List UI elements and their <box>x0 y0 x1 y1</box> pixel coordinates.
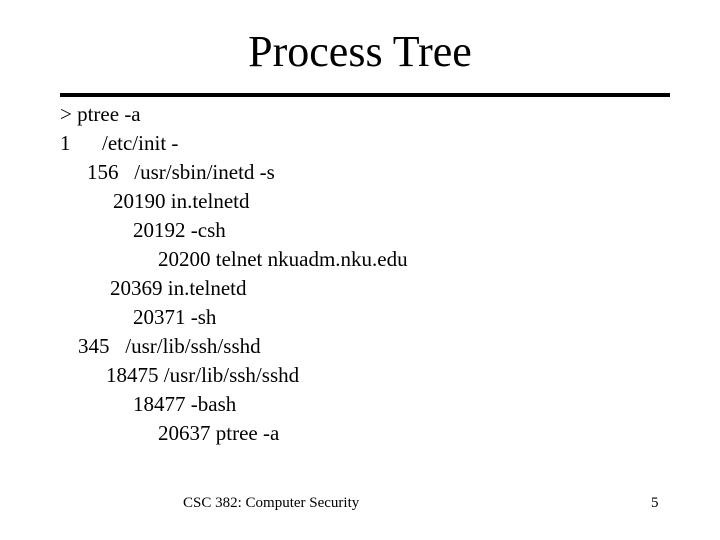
command-prompt-line: > ptree -a <box>60 102 141 126</box>
process-line: 18475 /usr/lib/ssh/sshd <box>106 363 300 387</box>
process-tree-output <box>0 100 720 460</box>
process-line: 20192 -csh <box>133 218 226 242</box>
process-line: 156 /usr/sbin/inetd -s <box>87 160 275 184</box>
process-line: 20190 in.telnetd <box>113 189 250 213</box>
slide-title: Process Tree <box>248 27 472 76</box>
slide-footer: CSC 382: Computer Security <box>183 495 360 511</box>
process-line: 20371 -sh <box>133 305 217 329</box>
process-line: 20369 in.telnetd <box>110 276 247 300</box>
process-line: 18477 -bash <box>133 392 237 416</box>
title-divider <box>60 93 670 97</box>
process-line: 20200 telnet nkuadm.nku.edu <box>158 247 408 271</box>
process-line: 345 /usr/lib/ssh/sshd <box>78 334 261 358</box>
process-line: 1 /etc/init - <box>60 131 179 155</box>
page-number: 5 <box>651 495 659 511</box>
process-line: 20637 ptree -a <box>158 421 280 445</box>
